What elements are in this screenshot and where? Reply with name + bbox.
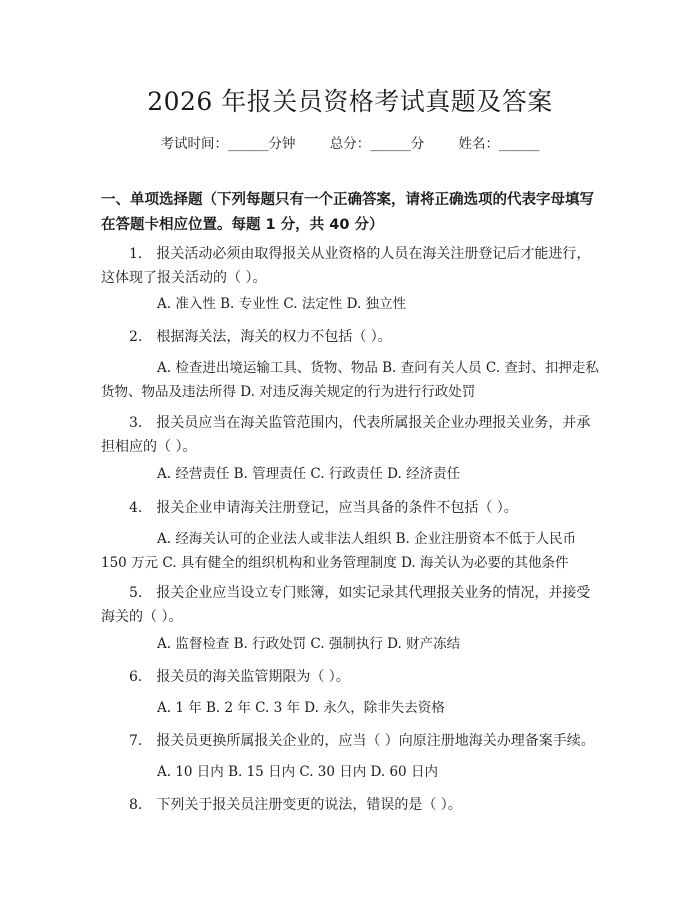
question-1-options: A. 准入性 B. 专业性 C. 法定性 D. 独立性	[157, 296, 407, 312]
question-4: 4. 报关企业申请海关注册登记，应当具备的条件不包括（ ）。	[129, 500, 518, 516]
name-field: 姓名：______	[458, 136, 540, 152]
question-1: 1. 报关活动必须由取得报关从业资格的人员在海关注册登记后才能进行，这体现了报关活动的（ ）。	[101, 246, 591, 286]
exam-meta-line	[0, 132, 700, 152]
question-5: 5. 报关企业应当设立专门账簿，如实记录其代理报关业务的情况，并接受海关的（ ）。	[101, 585, 591, 625]
question-5-options: A. 监督检查 B. 行政处罚 C. 强制执行 D. 财产冻结	[157, 636, 461, 652]
question-3: 3. 报关员应当在海关监管范围内，代表所属报关企业办理报关业务，并承担相应的（ ）。	[101, 415, 591, 455]
question-4-options: A. 经海关认可的企业法人或非法人组织 B. 企业注册资本不低于人民币 150 万元 C. 具有健全的组织机构和业务管理制度 D. 海关认为必要的其他条件	[101, 531, 577, 571]
exam-time-field: 考试时间：______分钟	[160, 136, 296, 152]
question-2-options: A. 检查进出境运输工具、货物、物品 B. 查问有关人员 C. 查封、扣押走私货物、物品及违法所得 D. 对违反海关规定的行为进行行政处罚	[101, 360, 599, 400]
question-2: 2. 根据海关法，海关的权力不包括（ ）。	[129, 329, 392, 345]
question-7: 7. 报关员更换所属报关企业的，应当（ ）向原注册地海关办理备案手续。	[129, 733, 595, 749]
section-heading: 一、单项选择题（下列每题只有一个正确答案，请将正确选项的代表字母填写在答题卡相应位置。每题 1 分，共 40 分）	[101, 192, 594, 233]
question-3-options: A. 经营责任 B. 管理责任 C. 行政责任 D. 经济责任	[157, 466, 461, 482]
question-7-options: A. 10 日内 B. 15 日内 C. 30 日内 D. 60 日内	[157, 764, 438, 780]
question-6-options: A. 1 年 B. 2 年 C. 3 年 D. 永久，除非失去资格	[157, 700, 445, 716]
question-6: 6. 报关员的海关监管期限为（ ）。	[129, 669, 350, 685]
page-title: 2026 年报关员资格考试真题及答案	[147, 87, 553, 116]
question-8: 8. 下列关于报关员注册变更的说法，错误的是（ ）。	[129, 797, 462, 813]
total-score-field: 总分：______分	[329, 136, 425, 152]
